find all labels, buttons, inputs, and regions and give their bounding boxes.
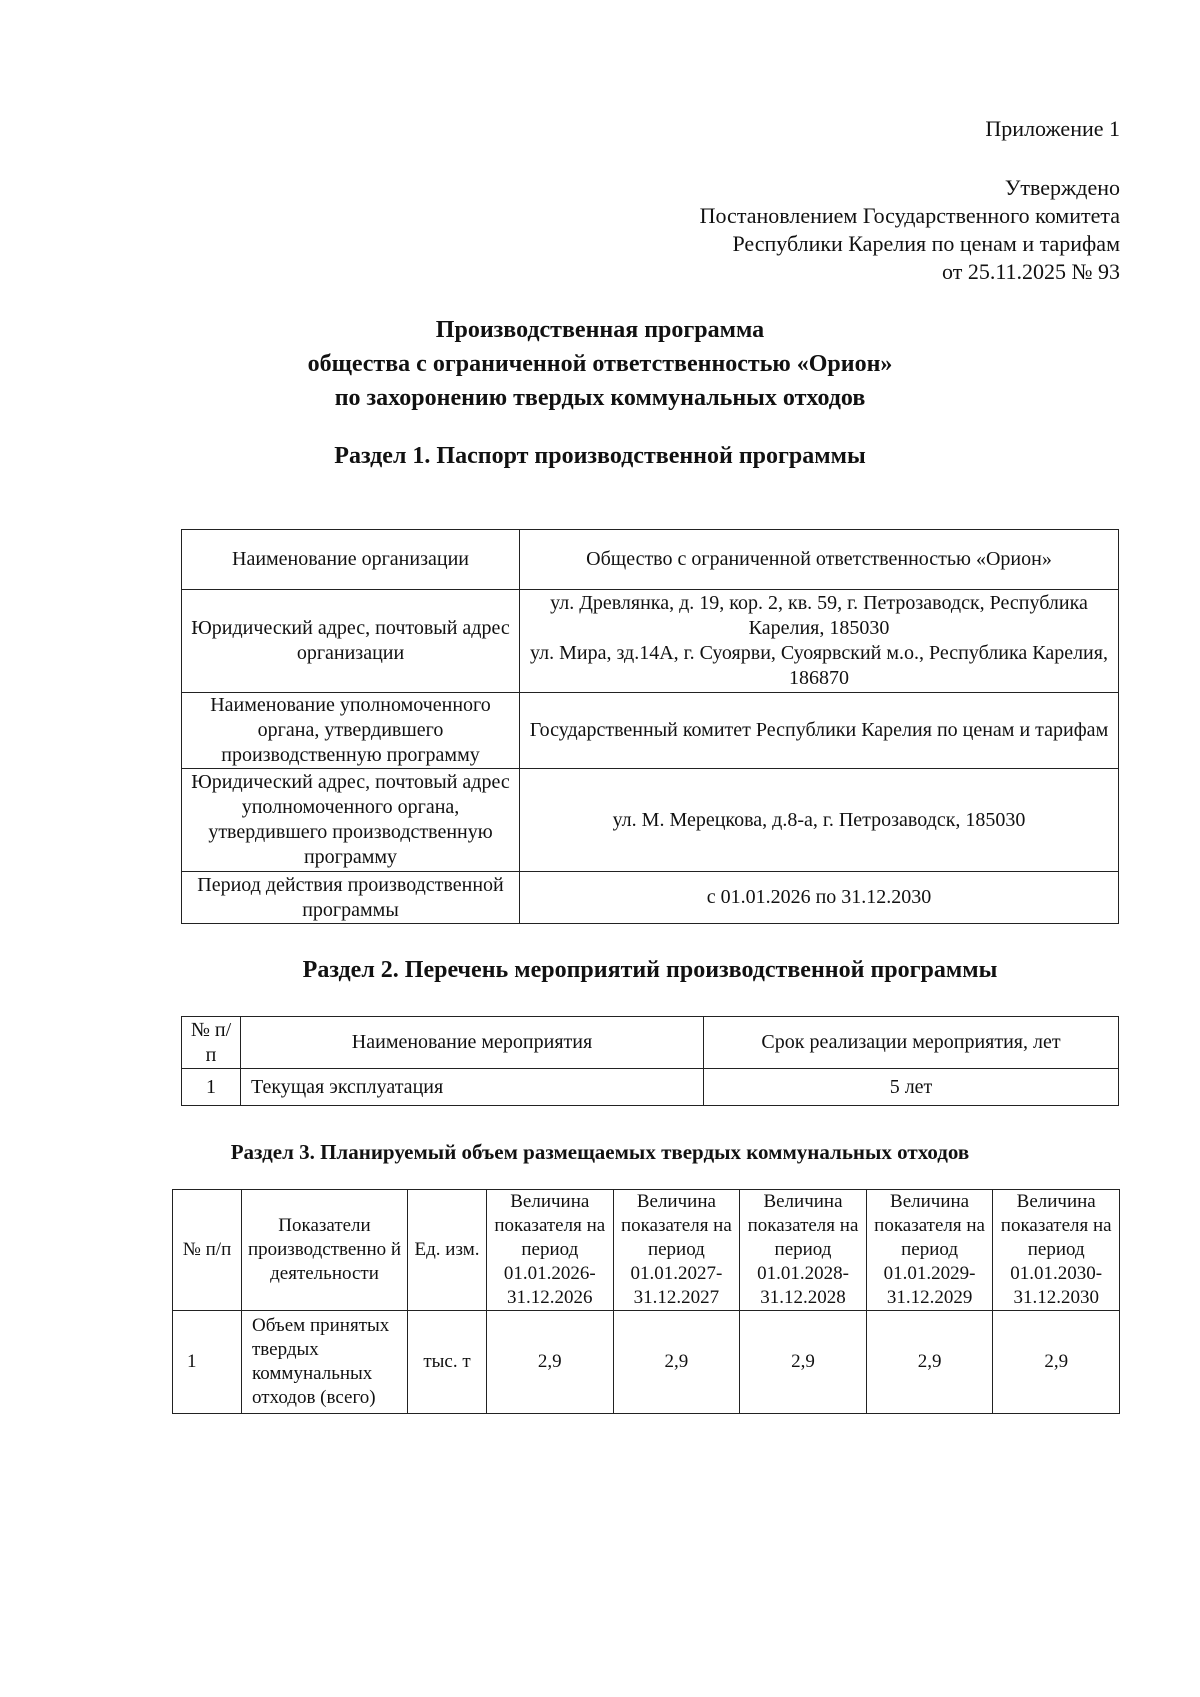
table-row bbox=[182, 1069, 1119, 1106]
passport-label: Наименование уполномоченного органа, утвердившего производственную программу bbox=[182, 693, 520, 769]
column-header: Величина показателя на период 01.01.2027-31.12.2027 bbox=[613, 1190, 740, 1311]
column-header: Наименование мероприятия bbox=[241, 1017, 704, 1069]
passport-value: ул. М. Мерецкова, д.8-а, г. Петрозаводск, 185030 bbox=[520, 769, 1119, 872]
period-value: 2,9 bbox=[866, 1311, 993, 1414]
period-value: 2,9 bbox=[487, 1311, 614, 1414]
section3-heading: Раздел 3. Планируемый объем размещаемых твердых коммунальных отходов bbox=[230, 1140, 970, 1164]
passport-value: с 01.01.2026 по 31.12.2030 bbox=[520, 872, 1119, 924]
title-line: общества с ограниченной ответственностью «Орион» bbox=[307, 351, 893, 377]
approval-block bbox=[700, 174, 1120, 286]
column-header: Величина показателя на период 01.01.2029-31.12.2029 bbox=[866, 1190, 993, 1311]
table-header-row bbox=[182, 1017, 1119, 1069]
passport-label: Юридический адрес, почтовый адрес организации bbox=[182, 590, 520, 693]
passport-table bbox=[181, 529, 1119, 924]
unit: тыс. т bbox=[408, 1311, 487, 1414]
activity-term: 5 лет bbox=[704, 1069, 1119, 1106]
column-header: Величина показателя на период 01.01.2030-31.12.2030 bbox=[993, 1190, 1120, 1311]
title-line: Производственная программа bbox=[435, 317, 765, 343]
document-title bbox=[100, 313, 1100, 415]
row-number: 1 bbox=[173, 1311, 242, 1414]
table-row bbox=[173, 1311, 1120, 1414]
table-row bbox=[182, 590, 1119, 693]
section1-heading: Раздел 1. Паспорт производственной программы bbox=[334, 443, 866, 469]
table-row bbox=[182, 872, 1119, 924]
table-row bbox=[182, 693, 1119, 769]
passport-value: Государственный комитет Республики Карелия по ценам и тарифам bbox=[520, 693, 1119, 769]
period-value: 2,9 bbox=[613, 1311, 740, 1414]
column-header: Величина показателя на период 01.01.2026-31.12.2026 bbox=[487, 1190, 614, 1311]
address-line: ул. Мира, зд.14А, г. Суоярви, Суоярвский м.о., Республика Карелия, 186870 bbox=[530, 642, 1108, 689]
title-line: по захоронению твердых коммунальных отходов bbox=[334, 385, 866, 411]
column-header: Показатели производственно й деятельности bbox=[242, 1190, 408, 1311]
column-header: № п/п bbox=[182, 1017, 241, 1069]
column-header: № п/п bbox=[173, 1190, 242, 1311]
row-number: 1 bbox=[182, 1069, 241, 1106]
passport-value bbox=[520, 590, 1119, 693]
approval-line: Постановлением Государственного комитета bbox=[699, 203, 1120, 228]
passport-label: Наименование организации bbox=[182, 530, 520, 590]
approval-line: от 25.11.2025 № 93 bbox=[942, 259, 1120, 284]
activities-table bbox=[181, 1016, 1119, 1106]
table-row bbox=[182, 530, 1119, 590]
passport-label: Юридический адрес, почтовый адрес уполномоченного органа, утвердившего производственную программу bbox=[182, 769, 520, 872]
approval-line: Утверждено bbox=[1004, 175, 1120, 200]
table-header-row bbox=[173, 1190, 1120, 1311]
appendix-label: Приложение 1 bbox=[985, 116, 1120, 141]
period-value: 2,9 bbox=[993, 1311, 1120, 1414]
passport-value: Общество с ограниченной ответственностью «Орион» bbox=[520, 530, 1119, 590]
column-header: Ед. изм. bbox=[408, 1190, 487, 1311]
indicator-name: Объем принятых твердых коммунальных отходов (всего) bbox=[242, 1311, 408, 1414]
section2-heading: Раздел 2. Перечень мероприятий производственной программы bbox=[302, 957, 998, 983]
activity-name: Текущая эксплуатация bbox=[241, 1069, 704, 1106]
table-row bbox=[182, 769, 1119, 872]
period-value: 2,9 bbox=[740, 1311, 867, 1414]
column-header: Величина показателя на период 01.01.2028-31.12.2028 bbox=[740, 1190, 867, 1311]
passport-label: Период действия производственной программы bbox=[182, 872, 520, 924]
approval-line: Республики Карелия по ценам и тарифам bbox=[732, 231, 1120, 256]
column-header: Срок реализации мероприятия, лет bbox=[704, 1017, 1119, 1069]
volume-table bbox=[172, 1189, 1120, 1414]
address-line: ул. Древлянка, д. 19, кор. 2, кв. 59, г. Петрозаводск, Республика Карелия, 185030 bbox=[550, 592, 1088, 639]
